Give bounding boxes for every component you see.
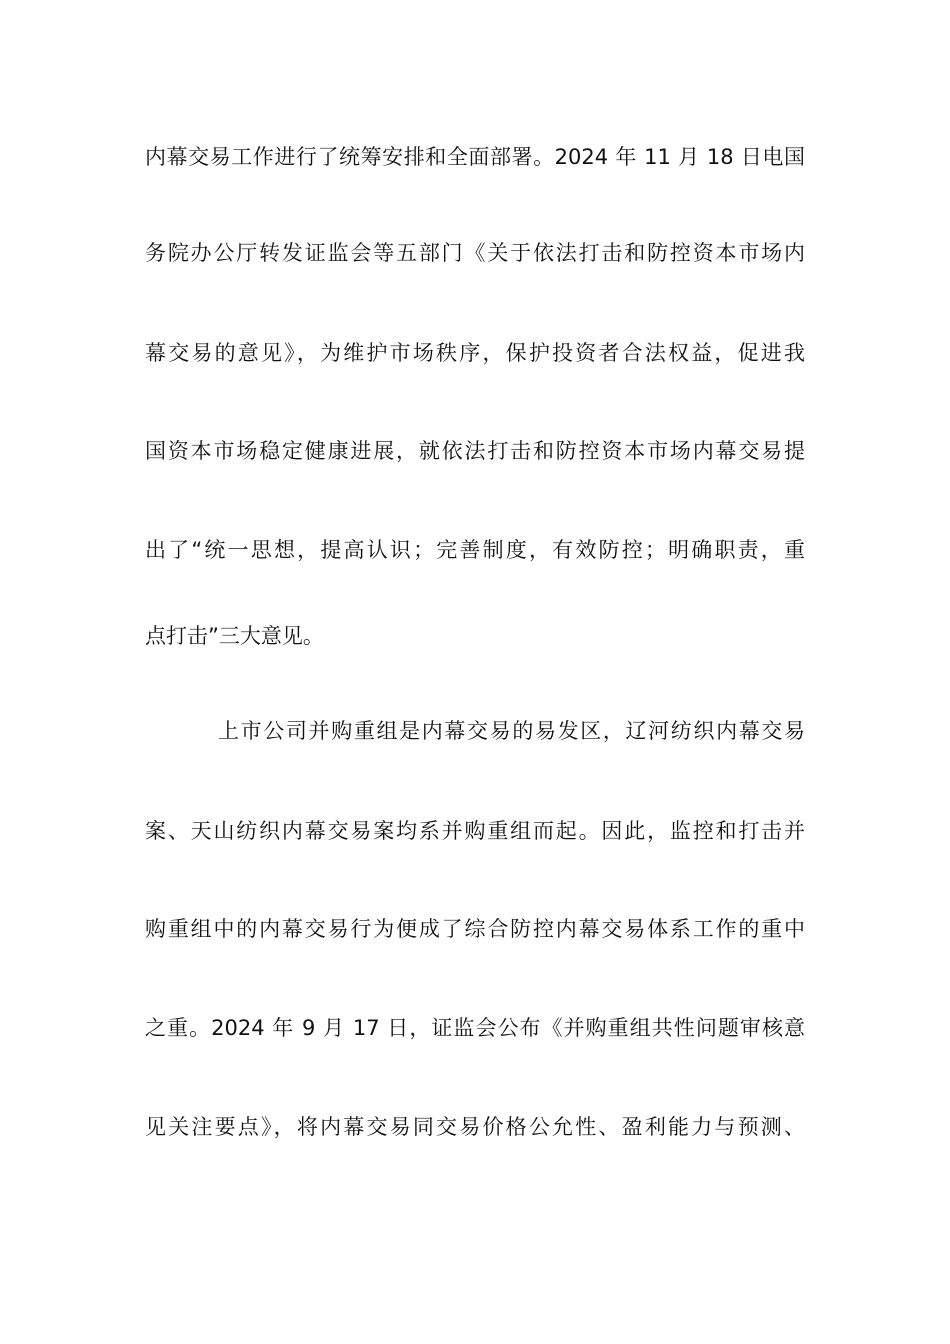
text-line-7: 上市公司并购重组是内幕交易的易发区，辽河纺织内幕交易 [218, 719, 805, 743]
text-line-3: 幕交易的意见》，为维护市场秩序，保护投资者合法权益，促进我 [145, 341, 805, 365]
text-line-2: 务院办公厅转发证监会等五部门《关于依法打击和防控资本市场内 [145, 241, 805, 265]
text-line-6: 点打击”三大意见。 [145, 624, 324, 648]
text-line-9: 购重组中的内幕交易行为便成了综合防控内幕交易体系工作的重中 [145, 917, 805, 941]
text-line-5: 出了“统一思想，提高认识；完善制度，有效防控；明确职责，重 [145, 538, 805, 562]
text-line-11: 见关注要点》，将内幕交易同交易价格公允性、盈利能力与预测、 [145, 1115, 805, 1139]
text-line-8: 案、天山纺织内幕交易案均系并购重组而起。因此，监控和打击并 [145, 819, 805, 843]
text-line-4: 国资本市场稳定健康进展，就依法打击和防控资本市场内幕交易提 [145, 439, 805, 463]
text-line-10: 之重。2024 年 9 月 17 日，证监会公布《并购重组共性问题审核意 [145, 1016, 805, 1040]
text-line-1: 内幕交易工作进行了统筹安排和全面部署。2024 年 11 月 18 日电国 [145, 145, 805, 169]
